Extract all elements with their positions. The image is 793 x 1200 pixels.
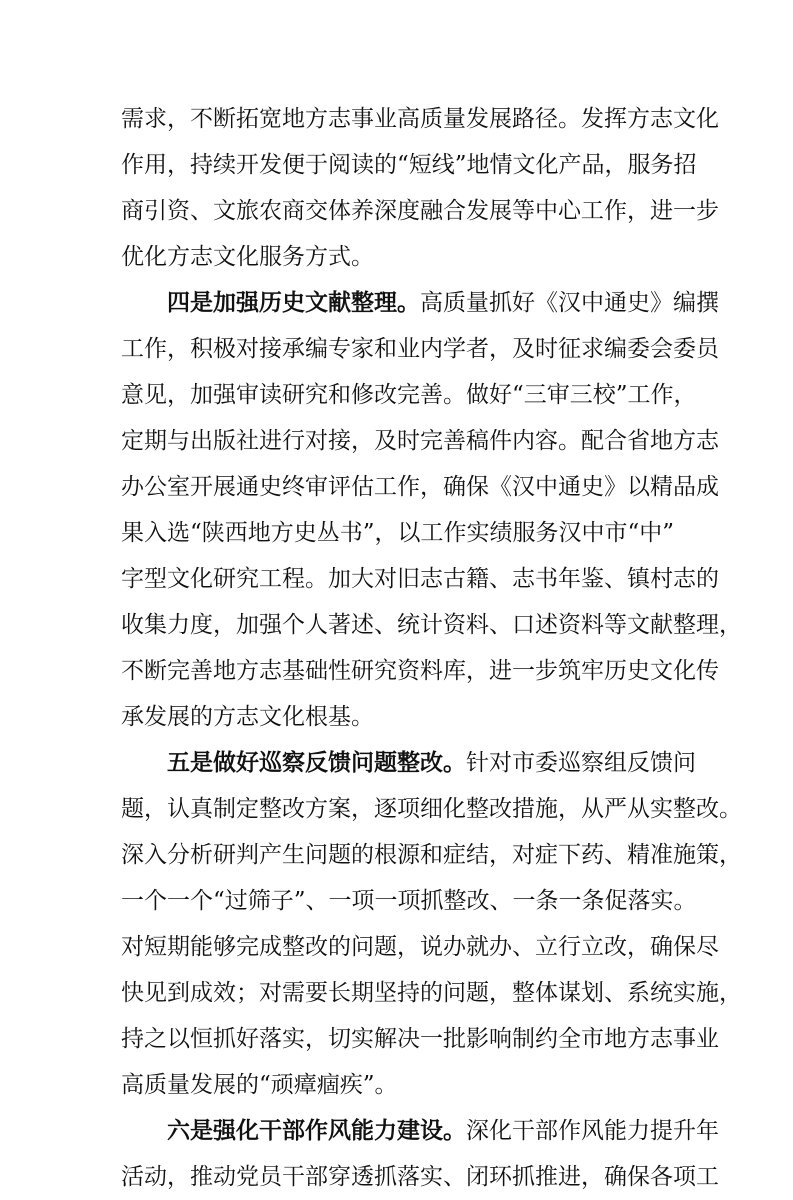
text-run: 深化干部作风能力提升年 <box>466 1118 719 1144</box>
text-line: 收集力度，加强个人著述、统计资料、口述资料等文献整理， <box>121 612 742 638</box>
text-line: 工作，积极对接承编专家和业内学者，及时征求编委会委员 <box>121 336 719 362</box>
text-line: 一个一个“过筛子”、一项一项抓整改、一条一条促落实。 <box>121 888 697 914</box>
text-line: 意见，加强审读研究和修改完善。做好“三审三校”工作， <box>121 382 697 408</box>
text-line: 定期与出版社进行对接，及时完善稿件内容。配合省地方志 <box>121 428 719 454</box>
text-run: 高质量抓好《汉中通史》编撰 <box>420 290 719 316</box>
text-line: 办公室开展通史终审评估工作，确保《汉中通史》以精品成 <box>121 474 719 500</box>
text-line: 持之以恒抓好落实，切实解决一批影响制约全市地方志事业 <box>121 1026 719 1052</box>
text-line: 字型文化研究工程。加大对旧志古籍、志书年鉴、镇村志的 <box>121 566 719 592</box>
text-line: 需求，不断拓宽地方志事业高质量发展路径。发挥方志文化 <box>121 106 719 132</box>
paragraph-3 <box>121 740 742 1108</box>
text-line: 果入选“陕西地方史丛书”，以工作实绩服务汉中市“中” <box>121 520 675 546</box>
document-page <box>121 96 742 1200</box>
paragraph-first-line <box>121 280 719 326</box>
text-line: 优化方志文化服务方式。 <box>121 244 374 270</box>
text-line: 不断完善地方志基础性研究资料库，进一步筑牢历史文化传 <box>121 658 719 684</box>
section-heading: 四是加强历史文献整理。 <box>167 289 420 316</box>
text-line: 题，认真制定整改方案，逐项细化整改措施，从严从实整改。 <box>121 796 742 822</box>
text-line: 承发展的方志文化根基。 <box>121 704 374 730</box>
text-line: 快见到成效；对需要长期坚持的问题，整体谋划、系统实施， <box>121 980 742 1006</box>
text-run: 针对市委巡察组反馈问 <box>466 750 696 776</box>
paragraph-first-line <box>121 740 696 786</box>
paragraph-first-line <box>121 1108 719 1154</box>
text-line: 商引资、文旅农商交体养深度融合发展等中心工作，进一步 <box>121 198 719 224</box>
paragraph-2 <box>121 280 742 740</box>
section-heading: 六是强化干部作风能力建设。 <box>167 1117 466 1144</box>
text-line: 作用，持续开发便于阅读的“短线”地情文化产品，服务招 <box>121 152 697 178</box>
text-line: 对短期能够完成整改的问题，说办就办、立行立改，确保尽 <box>121 934 719 960</box>
text-line: 深入分析研判产生问题的根源和症结，对症下药、精准施策， <box>121 842 742 868</box>
text-line: 活动，推动党员干部穿透抓落实、闭环抓推进，确保各项工 <box>121 1164 719 1190</box>
paragraph-1 <box>121 96 719 280</box>
section-heading: 五是做好巡察反馈问题整改。 <box>167 749 466 776</box>
text-line: 高质量发展的“顽瘴痼疾”。 <box>121 1072 398 1098</box>
